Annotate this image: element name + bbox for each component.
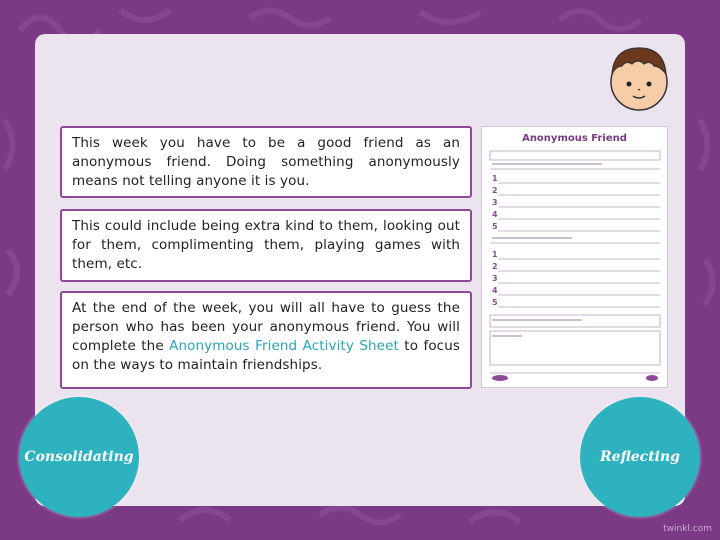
paragraph-examples bbox=[60, 209, 472, 282]
list-item: 2 bbox=[492, 262, 498, 271]
child-avatar-icon bbox=[605, 42, 673, 114]
worksheet-title: Anonymous Friend bbox=[522, 133, 627, 144]
list-item: 1 bbox=[492, 174, 498, 183]
list-item: 2 bbox=[492, 186, 498, 195]
paragraph-1-text: This week you have to be a good friend as an anonymous friend. Doing something anonymously means not telling anyone it is you. bbox=[72, 135, 460, 189]
worksheet-lines bbox=[482, 127, 669, 389]
worksheet-list-2 bbox=[492, 249, 498, 309]
list-item: 4 bbox=[492, 210, 498, 219]
list-item: 1 bbox=[492, 250, 498, 259]
paragraph-3-text-after: to focus on the ways to maintain friendships. bbox=[72, 338, 460, 373]
worksheet-thumbnail[interactable] bbox=[481, 126, 668, 388]
consolidating-button[interactable]: Consolidating bbox=[19, 397, 139, 517]
paragraph-anonymous-friend bbox=[60, 126, 472, 198]
twinkl-watermark: twinkl.com bbox=[663, 524, 712, 534]
worksheet-list-1 bbox=[492, 173, 498, 233]
paragraph-3-text-before: At the end of the week, you will all have to guess the person who has been your anonymous friend. You will complete the bbox=[72, 300, 460, 354]
list-item: 3 bbox=[492, 198, 498, 207]
paragraph-2-text: This could include being extra kind to them, looking out for them, complimenting them, playing games with them, etc. bbox=[72, 218, 460, 272]
list-item: 5 bbox=[492, 222, 498, 231]
list-item: 5 bbox=[492, 298, 498, 307]
list-item: 4 bbox=[492, 286, 498, 295]
reflecting-button[interactable]: Reflecting bbox=[580, 397, 700, 517]
paragraph-guess bbox=[60, 291, 472, 389]
list-item: 3 bbox=[492, 274, 498, 283]
activity-sheet-link[interactable]: Anonymous Friend Activity Sheet bbox=[169, 338, 399, 354]
